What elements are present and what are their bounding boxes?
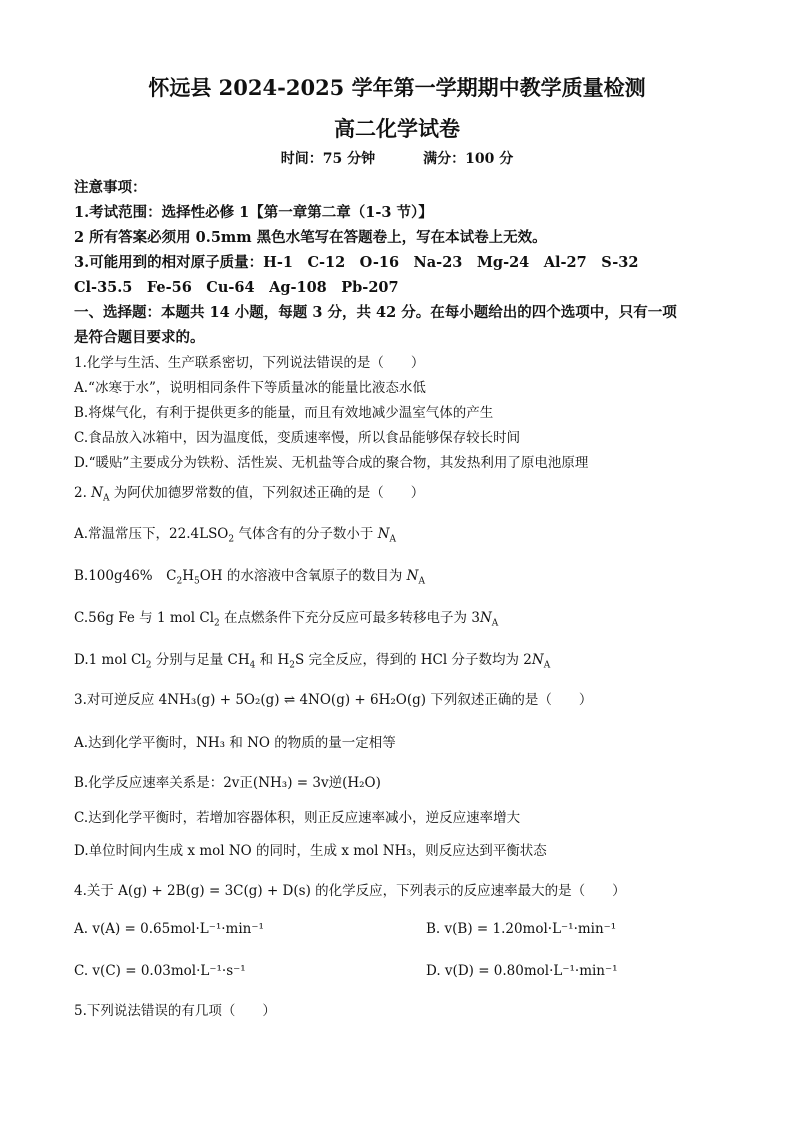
note-3: 3.可能用到的相对原子质量：H-1 C-12 O-16 Na-23 Mg-24 Al-27 S-32 [74, 254, 639, 271]
q4-option-b: B. v(B) = 1.20mol·L⁻¹·min⁻¹ [426, 921, 617, 937]
q1-option-d: D.“暖贴”主要成分为铁粉、活性炭、无机盐等合成的聚合物，其发热利用了原电池原理 [74, 455, 589, 471]
q1-option-a: A.“冰寒于水”，说明相同条件下等质量冰的能量比液态水低 [74, 380, 426, 396]
q1-option-b: B.将煤气化，有利于提供更多的能量，而且有效地减少温室气体的产生 [74, 405, 494, 421]
q3-equation: 4NH₃(g) + 5O₂(g) ⇌ 4NO(g) + 6H₂O(g) [158, 692, 427, 708]
q4-stem: 4.关于 A(g) + 2B(g) = 3C(g) + D(s) 的化学反应，下列表示的反应速率最大的是（ ） [74, 883, 626, 899]
q3-option-d: D.单位时间内生成 x mol NO 的同时，生成 x mol NH₃，则反应达到平衡状态 [74, 843, 547, 859]
exam-time: 时间：75 分钟 [280, 151, 376, 167]
q3-rate-relation: 2v正(NH₃) = 3v逆(H₂O) [223, 775, 381, 791]
exam-title: 怀远县 2024-2025 学年第一学期期中教学质量检测 [148, 75, 646, 100]
note-4: Cl-35.5 Fe-56 Cu-64 Ag-108 Pb-207 [74, 279, 399, 296]
q4-equation: A(g) + 2B(g) = 3C(g) + D(s) [118, 883, 311, 899]
q3-option-b: B.化学反应速率关系是：2v正(NH₃) = 3v逆(H₂O) [74, 775, 381, 791]
section-heading-2: 是符合题目要求的。 [74, 329, 205, 346]
q2-option-c: C.56g Fe 与 1 mol $Cl_2$ 在点燃条件下充分反应可最多转移电子为 $3N_A$ [74, 610, 499, 629]
q3-option-c: C.达到化学平衡时，若增加容器体积，则正反应速率减小，逆反应速率增大 [74, 810, 521, 826]
exam-subtitle: 高二化学试卷 [334, 116, 460, 141]
q4-option-c: C. v(C) = 0.03mol·L⁻¹·s⁻¹ [74, 963, 246, 979]
q3-option-a: A.达到化学平衡时，NH₃ 和 NO 的物质的量一定相等 [74, 735, 396, 751]
q5-stem: 5.下列说法错误的有几项（ ） [74, 1003, 276, 1019]
section-heading-1: 一、选择题：本题共 14 小题，每题 3 分，共 42 分。在每小题给出的四个选项中，只有一项 [74, 304, 677, 321]
q4-options-row-2 [74, 963, 734, 979]
q4-option-a: A. v(A) = 0.65mol·L⁻¹·min⁻¹ [74, 921, 264, 937]
q4-option-d: D. v(D) = 0.80mol·L⁻¹·min⁻¹ [426, 963, 618, 979]
notes-heading: 注意事项： [74, 179, 147, 196]
q2-option-b: B.100g46% $C_2H_5OH$ 的水溶液中含氧原子的数目为 $N_A$ [74, 568, 425, 587]
q1-stem: 1.化学与生活、生产联系密切，下列说法错误的是（ ） [74, 355, 425, 371]
q2-option-d: D.1 mol $Cl_2$ 分别与足量 $CH_4$ 和 $H_2S$ 完全反应，得到的 HCl 分子数均为 $2N_A$ [74, 652, 551, 671]
exam-score: 满分：100 分 [423, 151, 514, 167]
q2-option-a: A.常温常压下，$22.4LSO_2$ 气体含有的分子数小于 $N_A$ [74, 526, 397, 545]
q1-option-c: C.食品放入冰箱中，因为温度低，变质速率慢，所以食品能够保存较长时间 [74, 430, 521, 446]
q2-stem: 2. $N_A$ 为阿伏加德罗常数的值，下列叙述正确的是（ ） [74, 485, 425, 504]
q3-stem: 3.对可逆反应 4NH₃(g) + 5O₂(g) ⇌ 4NO(g) + 6H₂O(g) 下列叙述正确的是（ ） [74, 692, 593, 708]
note-1: 1.考试范围：选择性必修 1【第一章第二章（1-3 节）】 [74, 204, 433, 221]
q4-options-row-1 [74, 921, 734, 937]
exam-time-score [0, 148, 794, 168]
note-2: 2 所有答案必须用 0.5mm 黑色水笔写在答题卷上，写在本试卷上无效。 [74, 229, 547, 246]
